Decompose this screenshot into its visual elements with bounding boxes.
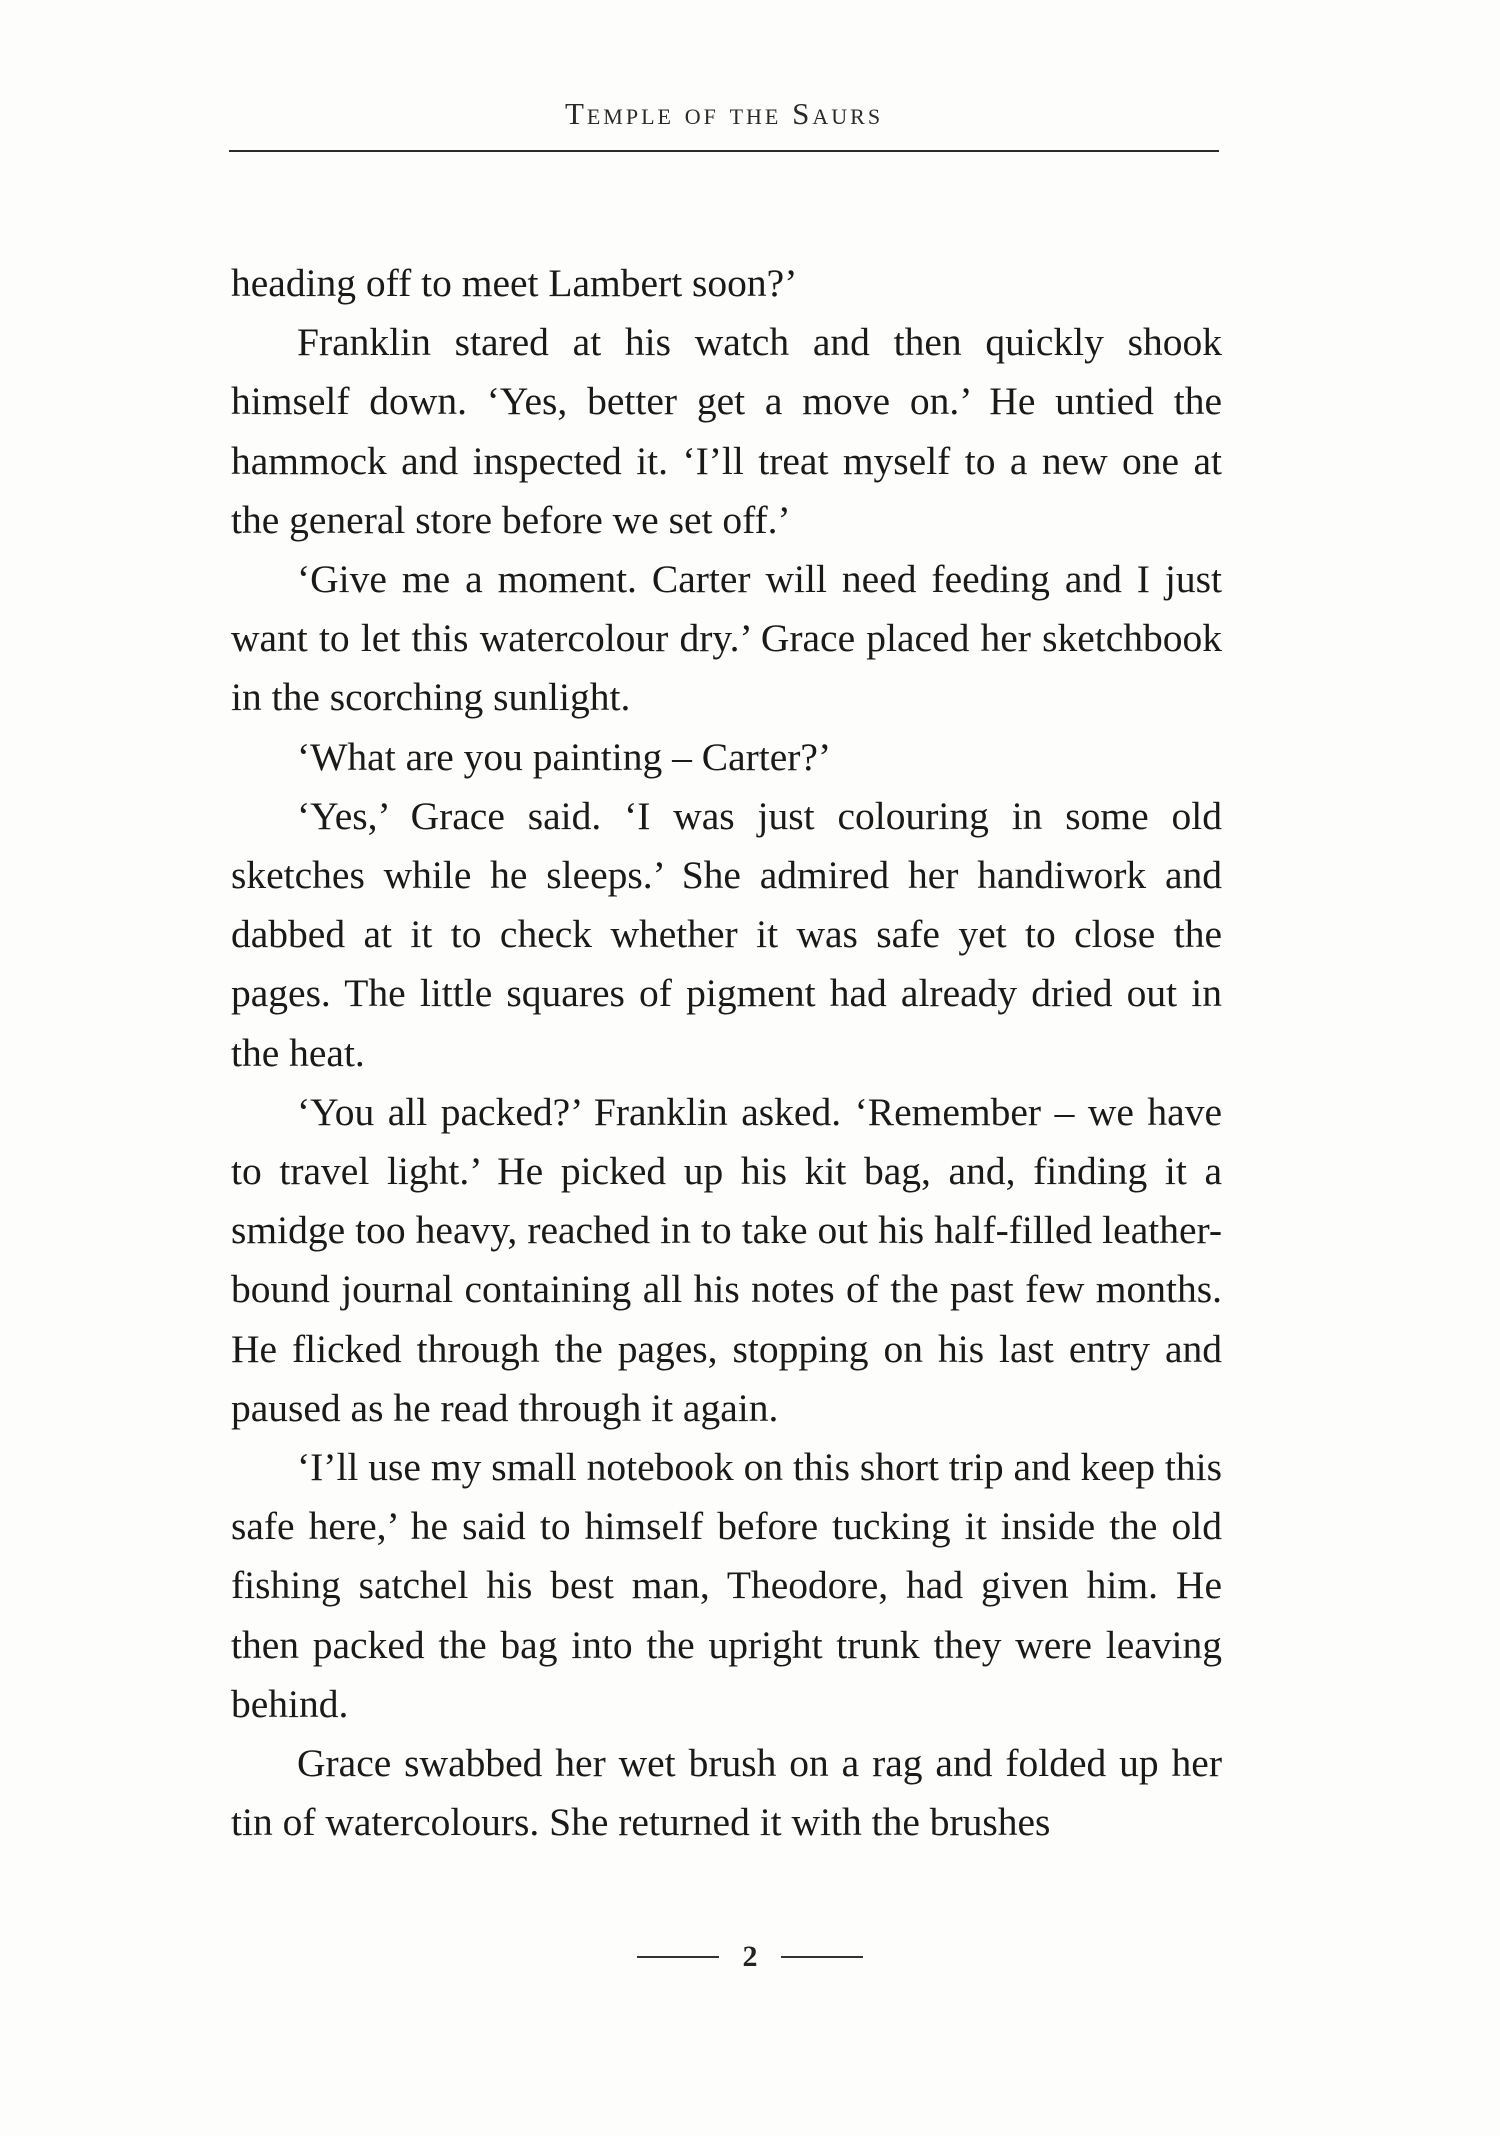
paragraph-continued: heading off to meet Lambert soon?’	[231, 261, 798, 305]
running-head: Temple of the Saurs	[564, 96, 884, 131]
page-number: 2	[742, 1940, 758, 1974]
paragraph: ‘I’ll use my small notebook on this short trip and keep this safe here,’ he said to himself before tucking it inside the old fishing satchel his best man, Theodore, had given him. He then packed the bag into the upright trunk they were leaving behind.	[231, 1445, 1222, 1726]
header-rule	[229, 150, 1219, 152]
paragraph: ‘What are you painting – Carter?’	[297, 734, 832, 779]
paragraph: ‘Give me a moment. Carter will need feeding and I just want to let this watercolour dry.’ Grace placed her sketchbook in the scorching sunlight.	[231, 557, 1222, 720]
page-number-footer	[0, 1938, 1500, 1974]
folio-rule-right	[781, 1956, 863, 1958]
folio-rule-left	[637, 1956, 719, 1958]
paragraph: ‘You all packed?’ Franklin asked. ‘Remember – we have to travel light.’ He picked up his kit bag, and, finding it a smidge too heavy, reached in to take out his half-filled leather-bound journal containing all his notes of the past few months. He flicked through the pages, stopping on his last entry and paused as he read through it again.	[231, 1089, 1222, 1430]
paragraph: ‘Yes,’ Grace said. ‘I was just colouring in some old sketches while he sleeps.’ She admired her handiwork and dabbed at it to check whether it was safe yet to close the pages. The little squares of pigment had already dried out in the heat.	[231, 793, 1222, 1075]
paragraph: Franklin stared at his watch and then quickly shook himself down. ‘Yes, better get a move on.’ He untied the hammock and inspected it. ‘I’ll treat myself to a new one at the general store before we set off.’	[231, 320, 1222, 542]
body-text	[231, 254, 1222, 1852]
paragraph: Grace swabbed her wet brush on a rag and folded up her tin of watercolours. She returned it with the brushes	[231, 1741, 1222, 1845]
